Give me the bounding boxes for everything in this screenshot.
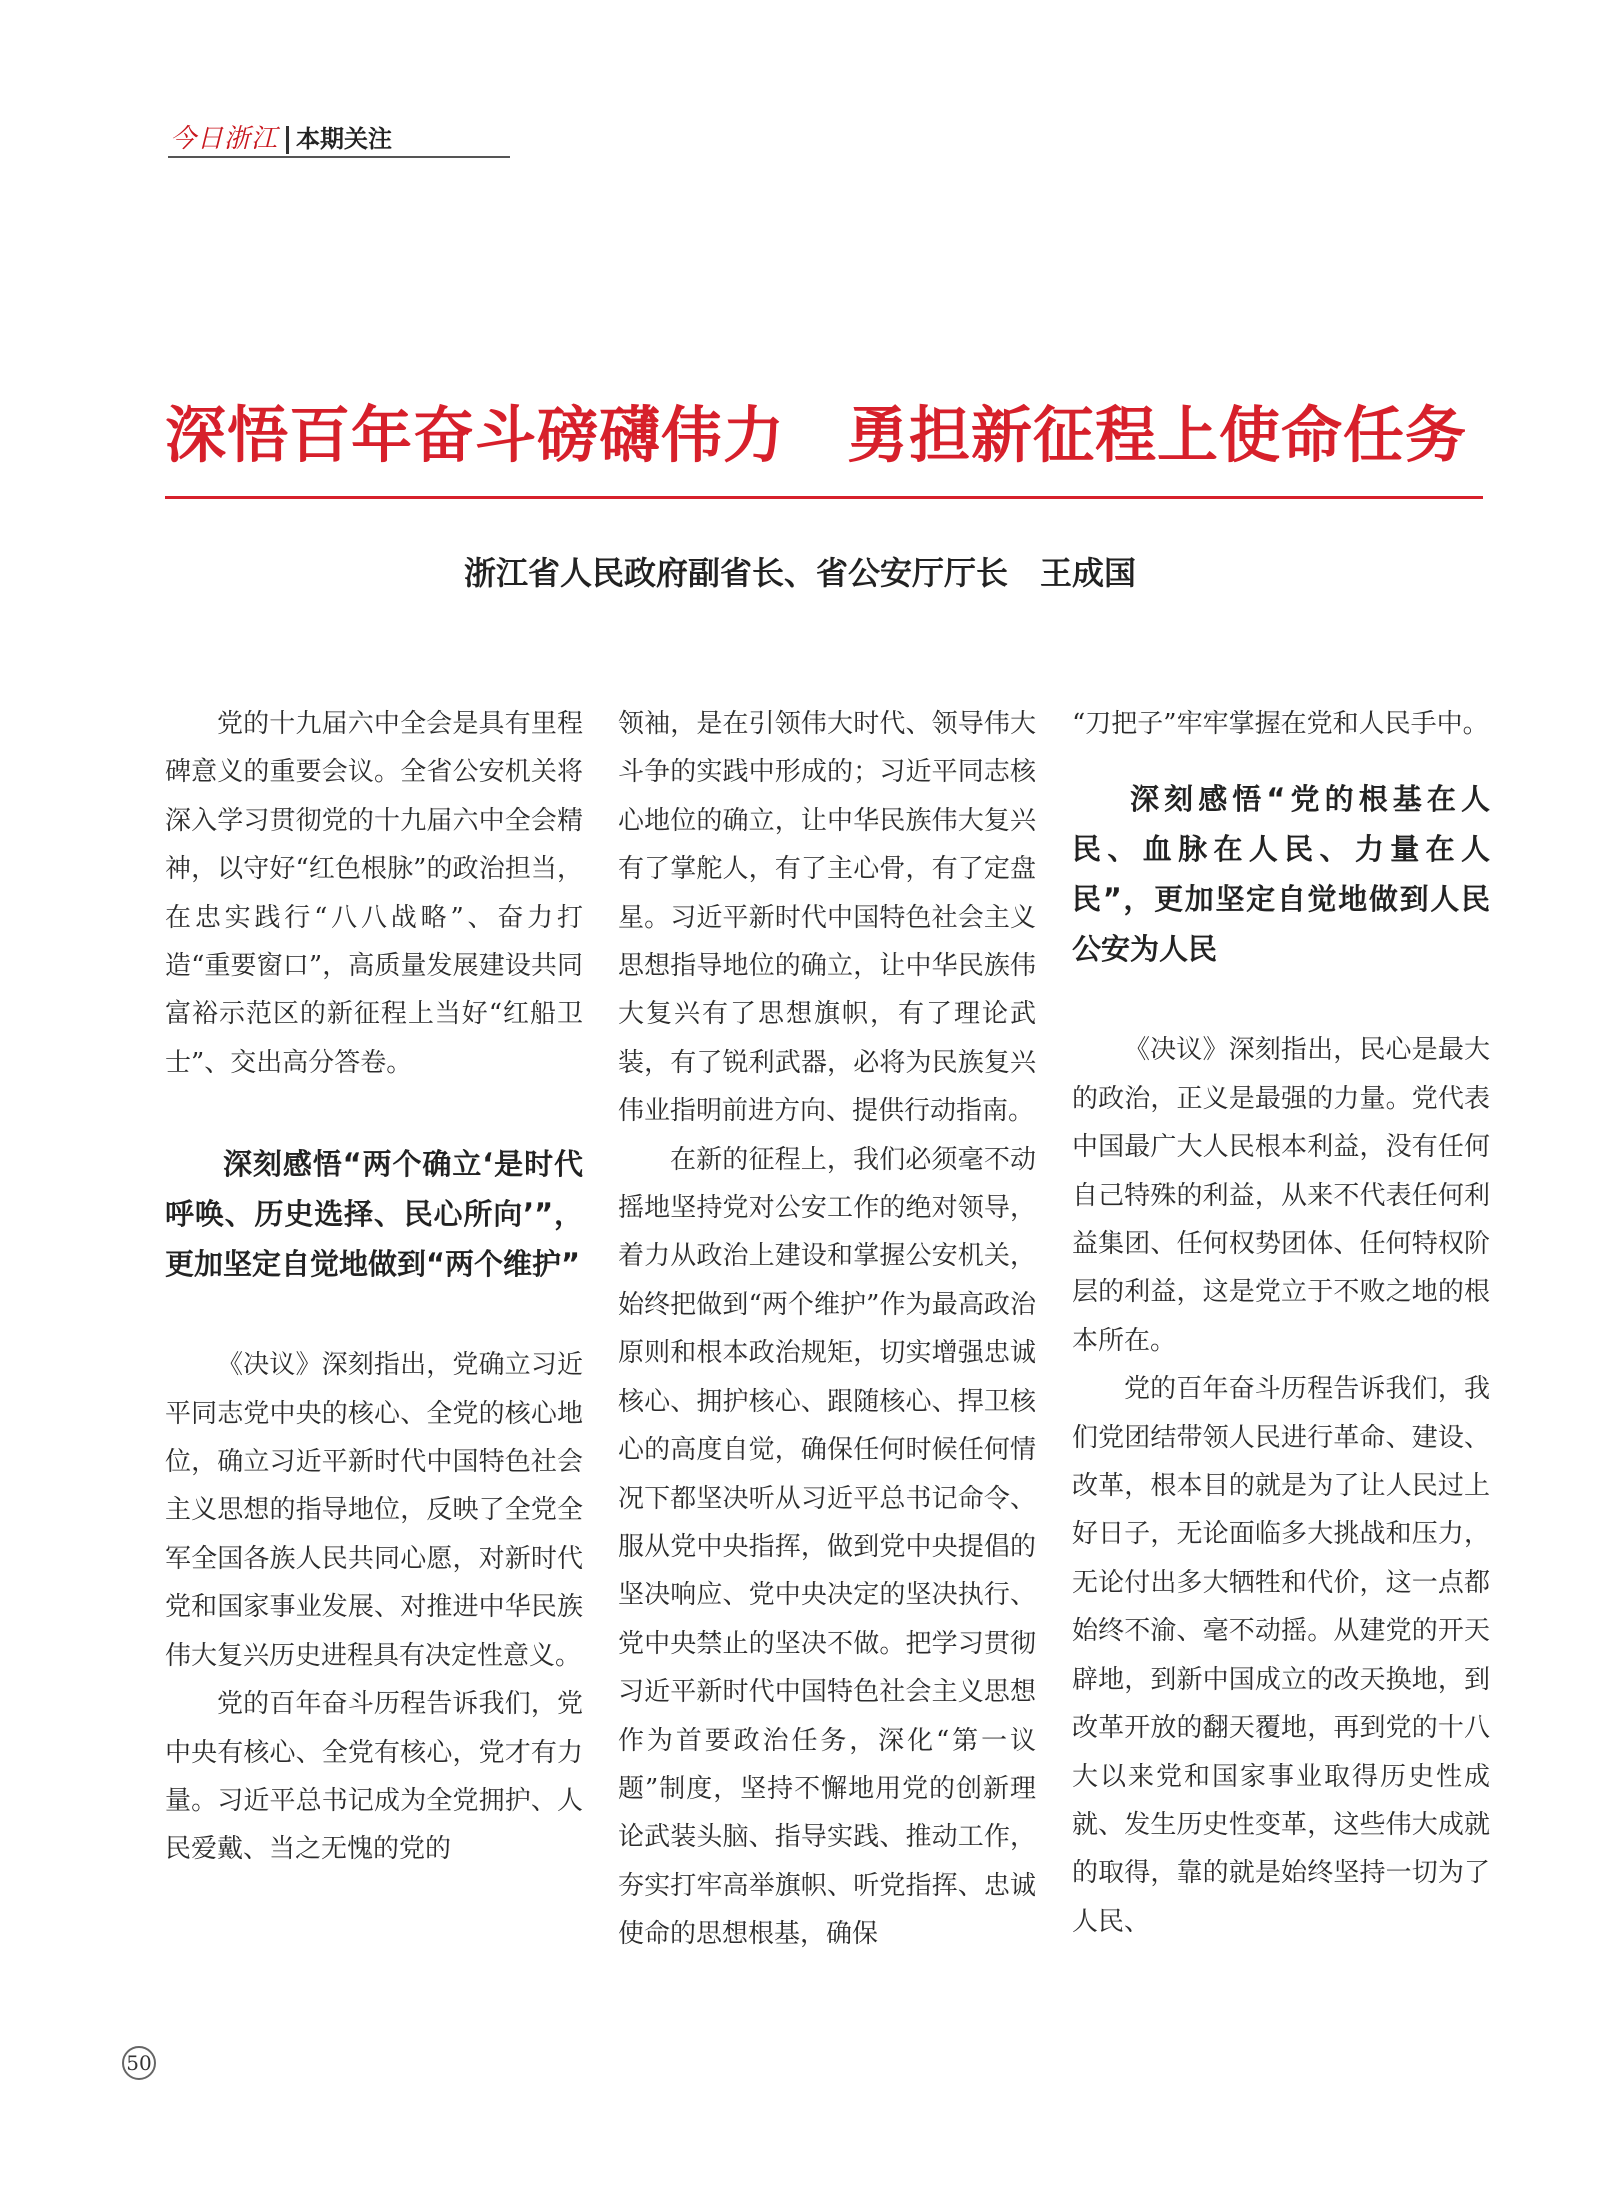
- section-heading: 深刻感悟“两个确立‘是时代呼唤、历史选择、民心所向’”，更加坚定自觉地做到“两个维护”: [165, 1147, 583, 1282]
- column-1: [165, 700, 583, 1874]
- paragraph: 党的十九届六中全会是具有里程碑意义的重要会议。全省公安机关将深入学习贯彻党的十九届六中全会精神，以守好“红色根脉”的政治担当，在忠实践行“八八战略”、奋力打造“重要窗口”，高质量发展建设共同富裕示范区的新征程上当好“红船卫士”、交出高分答卷。: [165, 709, 583, 1078]
- paragraph: 党的百年奋斗历程告诉我们，党中央有核心、全党有核心，党才有力量。习近平总书记成为全党拥护、人民爱戴、当之无愧的党的: [165, 1689, 583, 1865]
- paragraph: 《决议》深刻指出，党确立习近平同志党中央的核心、全党的核心地位，确立习近平新时代中国特色社会主义思想的指导地位，反映了全党全军全国各族人民共同心愿，对新时代党和国家事业发展、对推进中华民族伟大复兴历史进程具有决定性意义。: [165, 1350, 583, 1671]
- magazine-logo: 今日浙江: [170, 124, 279, 154]
- paragraph: 党的百年奋斗历程告诉我们，我们党团结带领人民进行革命、建设、改革，根本目的就是为了让人民过上好日子，无论面临多大挑战和压力，无论付出多大牺牲和代价，这一点都始终不渝、毫不动摇。从建党的开天辟地，到新中国成立的改天换地，到改革开放的翻天覆地，再到党的十八大以来党和国家事业取得历史性成就、发生历史性变革，这些伟大成就的取得，靠的就是始终坚持一切为了人民、: [1072, 1374, 1490, 1937]
- section-label: 本期关注: [296, 125, 392, 153]
- page-number: 50: [122, 2046, 156, 2080]
- article-title: 深悟百年奋斗磅礴伟力 勇担新征程上使命任务: [165, 400, 1468, 471]
- section-heading: 深刻感悟“党的根基在人民、血脉在人民、力量在人民”，更加坚定自觉地做到人民公安为人民: [1072, 782, 1490, 967]
- column-2: [618, 700, 1036, 1959]
- paragraph: “刀把子”牢牢掌握在党和人民手中。: [1072, 709, 1489, 739]
- masthead-header: [168, 122, 510, 158]
- paragraph: 在新的征程上，我们必须毫不动摇地坚持党对公安工作的绝对领导，着力从政治上建设和掌握公安机关，始终把做到“两个维护”作为最高政治原则和根本政治规矩，切实增强忠诚核心、拥护核心、跟随核心、捍卫核心的高度自觉，确保任何时候任何情况下都坚决听从习近平总书记命令、服从党中央指挥，做到党中央提倡的坚决响应、党中央决定的坚决执行、党中央禁止的坚决不做。把学习贯彻习近平新时代中国特色社会主义思想作为首要政治任务，深化“第一议题”制度，坚持不懈地用党的创新理论武装头脑、指导实践、推动工作，夯实打牢高举旗帜、听党指挥、忠诚使命的思想根基，确保: [618, 1144, 1036, 1950]
- title-rule: [165, 496, 1483, 499]
- header-divider: [286, 126, 289, 154]
- paragraph: 《决议》深刻指出，民心是最大的政治，正义是最强的力量。党代表中国最广大人民根本利益，没有任何自己特殊的利益，从来不代表任何利益集团、任何权势团体、任何特权阶层的利益，这是党立于不败之地的根本所在。: [1072, 1035, 1490, 1356]
- paragraph: 领袖，是在引领伟大时代、领导伟大斗争的实践中形成的；习近平同志核心地位的确立，让中华民族伟大复兴有了掌舵人，有了主心骨，有了定盘星。习近平新时代中国特色社会主义思想指导地位的确立，让中华民族伟大复兴有了思想旗帜，有了理论武装，有了锐利武器，必将为民族复兴伟业指明前进方向、提供行动指南。: [618, 709, 1036, 1127]
- column-3: [1072, 700, 1490, 1946]
- article-byline: 浙江省人民政府副省长、省公安厅厅长 王成国: [463, 554, 1136, 592]
